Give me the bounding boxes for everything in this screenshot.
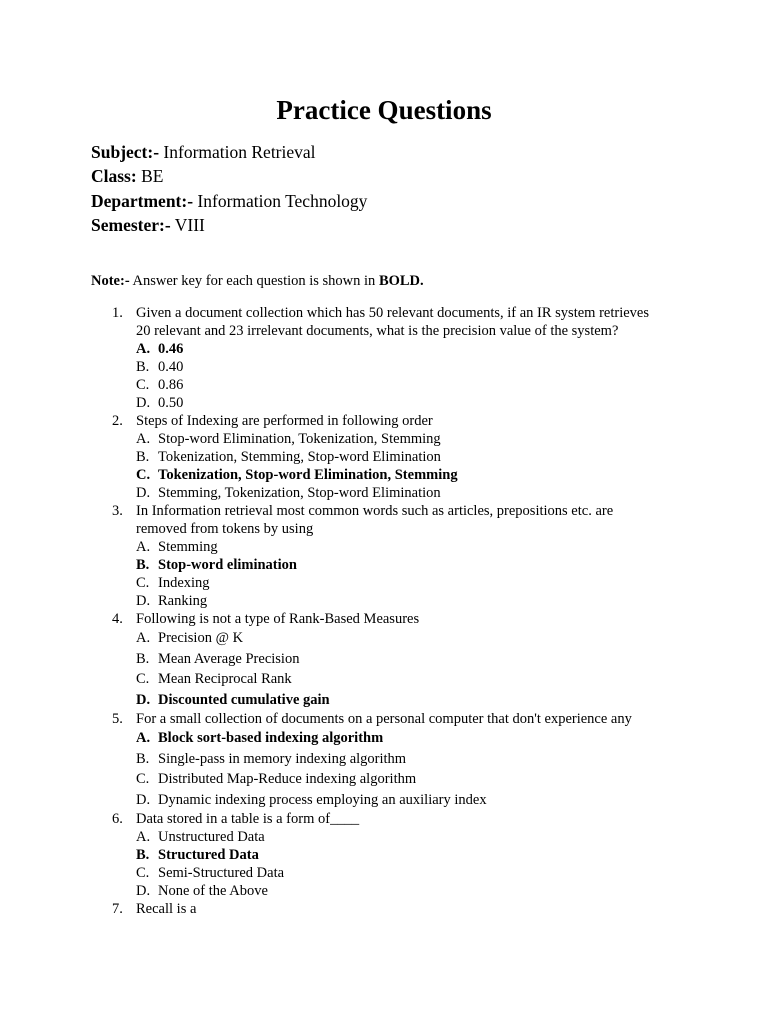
option-letter: D. <box>136 791 151 808</box>
question-item <box>0 900 768 918</box>
answer-option <box>0 538 768 556</box>
question-number: 5. <box>112 711 123 727</box>
option-letter: B. <box>136 557 150 573</box>
meta-key: Subject:- <box>91 142 160 162</box>
question-line: For a small collection of documents on a personal computer that don't experience any <box>136 711 632 727</box>
question-item <box>0 304 768 412</box>
option-letter: B. <box>136 359 150 375</box>
answer-option <box>0 649 768 670</box>
question-text <box>0 810 768 828</box>
option-text: Block sort-based indexing algorithm <box>158 730 384 746</box>
option-letter: C. <box>136 865 150 881</box>
question-text <box>0 520 768 538</box>
answer-option <box>0 669 768 690</box>
option-letter: B. <box>136 847 150 863</box>
option-letter: D. <box>136 883 151 899</box>
question-line: In Information retrieval most common words such as articles, prepositions etc. are <box>136 503 614 519</box>
option-letter: D. <box>136 485 151 501</box>
option-text: Single-pass in memory indexing algorithm <box>158 750 407 767</box>
option-text: Ranking <box>158 593 208 609</box>
answer-option-correct <box>0 846 768 864</box>
question-text <box>0 710 768 728</box>
question-item <box>0 502 768 610</box>
question-list <box>0 304 768 918</box>
question-text <box>0 322 768 340</box>
question-item <box>0 412 768 502</box>
option-text: Precision @ K <box>158 630 244 646</box>
answer-option <box>0 864 768 882</box>
question-number: 2. <box>112 413 123 429</box>
meta-key: Semester:- <box>91 214 171 235</box>
option-text: Dynamic indexing process employing an auxiliary index <box>158 791 487 808</box>
option-letter: D. <box>136 691 151 708</box>
option-text: Semi-Structured Data <box>158 865 285 881</box>
question-line: removed from tokens by using <box>136 521 314 537</box>
answer-option <box>0 394 768 412</box>
question-line: Following is not a type of Rank-Based Measures <box>136 611 420 627</box>
answer-option <box>0 882 768 900</box>
answer-option <box>0 592 768 610</box>
option-text: 0.46 <box>158 341 184 357</box>
answer-option <box>0 749 768 770</box>
option-letter: B. <box>136 750 150 767</box>
option-text: Stemming <box>158 539 218 555</box>
meta-key: Department:- <box>91 190 194 211</box>
meta-class <box>91 164 367 188</box>
answer-option <box>0 790 768 811</box>
question-line: Recall is a <box>136 901 197 917</box>
option-letter: B. <box>136 449 150 465</box>
answer-option <box>0 430 768 448</box>
meta-subject <box>91 140 367 164</box>
answer-option-correct <box>0 556 768 574</box>
question-text <box>0 502 768 520</box>
option-text: 0.40 <box>158 359 184 375</box>
course-info <box>91 140 367 237</box>
option-text: Unstructured Data <box>158 829 265 845</box>
answer-option <box>0 628 768 649</box>
option-letter: A. <box>136 539 151 555</box>
option-letter: A. <box>136 630 151 646</box>
option-letter: C. <box>136 671 150 687</box>
answer-key-note <box>91 271 424 291</box>
page-title: Practice Questions <box>276 95 492 125</box>
answer-option-correct <box>0 728 768 749</box>
option-text: 0.50 <box>158 395 184 411</box>
question-line: Steps of Indexing are performed in following order <box>136 413 433 429</box>
option-text: 0.86 <box>158 377 184 393</box>
option-letter: D. <box>136 395 151 411</box>
option-text: Mean Reciprocal Rank <box>158 671 292 687</box>
answer-option <box>0 376 768 394</box>
answer-option-correct <box>0 466 768 484</box>
question-line: Data stored in a table is a form of____ <box>136 811 360 827</box>
meta-value: Information Technology <box>197 190 368 211</box>
question-number: 3. <box>112 503 123 519</box>
option-letter: C. <box>136 771 150 787</box>
option-text: Structured Data <box>158 847 259 863</box>
note-emphasis: BOLD. <box>378 273 424 289</box>
question-text <box>0 610 768 628</box>
option-letter: A. <box>136 730 151 746</box>
answer-option <box>0 448 768 466</box>
question-number: 4. <box>112 611 123 627</box>
meta-value: BE <box>141 166 164 187</box>
option-letter: D. <box>136 593 151 609</box>
question-text <box>0 900 768 918</box>
answer-option <box>0 484 768 502</box>
option-text: Stemming, Tokenization, Stop-word Elimination <box>158 485 441 501</box>
option-letter: A. <box>136 829 151 845</box>
answer-option-correct <box>0 690 768 711</box>
option-letter: C. <box>136 467 151 483</box>
question-number: 7. <box>112 901 123 917</box>
meta-key: Class: <box>91 166 137 187</box>
meta-value: VIII <box>174 214 205 235</box>
note-label: Note:- <box>91 273 130 289</box>
meta-department <box>91 189 367 213</box>
question-number: 1. <box>112 305 123 321</box>
answer-option <box>0 358 768 376</box>
option-text: Stop-word Elimination, Tokenization, Stemming <box>158 431 441 447</box>
question-line: Given a document collection which has 50 relevant documents, if an IR system retrieves <box>136 305 649 321</box>
answer-option <box>0 574 768 592</box>
question-number: 6. <box>112 811 123 827</box>
option-letter: A. <box>136 341 151 357</box>
answer-option <box>0 828 768 846</box>
option-text: Tokenization, Stop-word Elimination, Stemming <box>158 467 458 483</box>
option-text: Mean Average Precision <box>158 650 300 667</box>
question-text <box>0 412 768 430</box>
option-text: Tokenization, Stemming, Stop-word Elimination <box>158 449 441 465</box>
answer-option <box>0 769 768 790</box>
question-item <box>0 810 768 900</box>
option-letter: B. <box>136 650 150 667</box>
question-text <box>0 304 768 322</box>
option-text: None of the Above <box>158 883 268 899</box>
option-letter: C. <box>136 377 150 393</box>
option-text: Discounted cumulative gain <box>158 691 330 708</box>
meta-semester <box>91 213 367 237</box>
question-item <box>0 610 768 710</box>
question-item <box>0 710 768 810</box>
option-text: Indexing <box>158 575 210 591</box>
option-text: Stop-word elimination <box>158 557 297 573</box>
meta-value: Information Retrieval <box>163 142 316 162</box>
question-line: 20 relevant and 23 irrelevant documents, what is the precision value of the system? <box>136 323 619 339</box>
answer-option-correct <box>0 340 768 358</box>
option-text: Distributed Map-Reduce indexing algorithm <box>158 771 417 787</box>
option-letter: A. <box>136 431 151 447</box>
option-letter: C. <box>136 575 150 591</box>
note-text: Answer key for each question is shown in <box>132 273 376 289</box>
